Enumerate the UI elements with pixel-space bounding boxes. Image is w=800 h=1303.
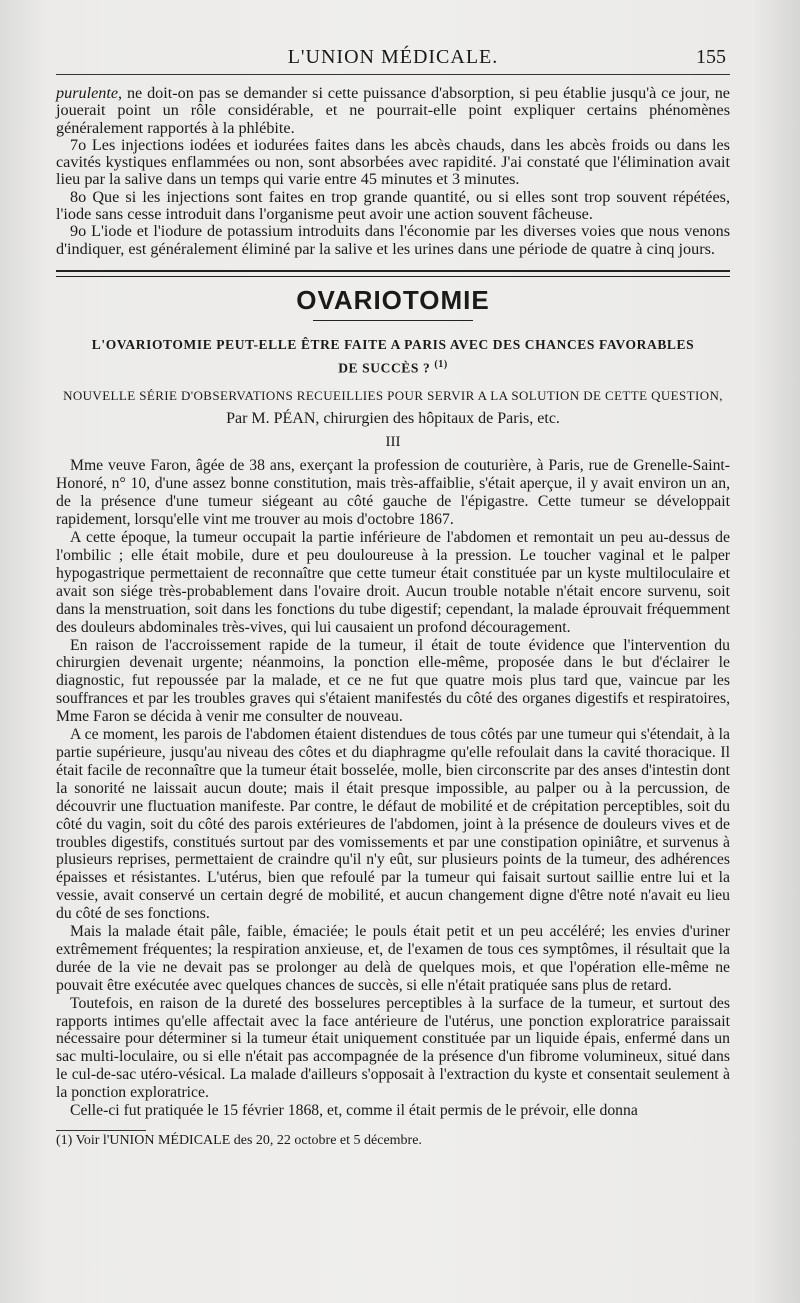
part-number: III [385,434,401,451]
paragraph: Celle-ci fut pratiquée le 15 février 1868, et, comme il était permis de le prévoir, elle donna [70,1102,638,1120]
intro-text [56,85,730,258]
paragraph: A cette époque, la tumeur occupait la partie inférieure de l'abdomen et remontait un peu au-dessus de l'ombilic ; elle était mobile, dure et peu douloureuse à la pression. Le toucher vaginal et le palper hypogastrique permettaient de reconnaître que cette tumeur était constituée par un kyste multiloculaire et avait son siége très-probablement dans l'ovaire droit. Aucun trouble notable n'était encore survenu, soit dans la menstruation, soit dans les fonctions du tube digestif; cependant, la malade éprouvait fréquemment des douleurs abdominales très-vives, qui lui causaient un profond découragement. [56,529,730,636]
section-title: OVARIOTOMIE [296,284,490,315]
footnote-marker[interactable]: (1) [434,358,448,370]
article-title-line [56,355,730,379]
paragraph: Mme veuve Faron, âgée de 38 ans, exerçant la profession de couturière, à Paris, rue de Grenelle-Saint-Honoré, n° 10, d'une assez bonne constitution, mais très-affaiblie, s'était aperçue, il y avait environ un an, de la présence d'une tumeur siégeant au côté gauche de l'épigastre. Cette tumeur se développait rapidement, lorsqu'elle vint me trouver au mois d'octobre 1867. [56,457,730,529]
byline: Par M. PÉAN, chirurgien des hôpitaux de Paris, etc. [226,410,560,428]
title-underline [313,320,473,321]
footnote: (1) Voir l'UNION MÉDICALE des 20, 22 octobre et 5 décembre. [56,1133,422,1148]
paragraph-text: , ne doit-on pas se demander si cette puissance d'absorption, si peu établie jusqu'à ce jour, ne jouerait point un rôle considérable, et ne pourrait-elle point expliquer certains phénomènes généralement rapportés à la phlébite. [56,84,730,137]
running-head [56,44,730,75]
running-title: L'UNION MÉDICALE. [287,46,499,68]
paragraph: 9o L'iode et l'iodure de potassium introduits dans l'économie par les diverses voies que nous venons d'indiquer, est généralement éliminé par la salive et les urines dans une période de quatre à cinq jours. [56,222,730,258]
article-title-line: L'OVARIOTOMIE PEUT-ELLE ÊTRE FAITE A PARIS AVEC DES CHANCES FAVORABLES [91,336,695,352]
paragraph [56,85,730,137]
article-title-end: DE SUCCÈS ? [338,360,431,376]
paragraph: 7o Les injections iodées et iodurées faites dans les abcès chauds, dans les abcès froids ou dans les cavités kystiques enflammées ou non, sont absorbées avec rapidité. J'ai constaté que l'élimination avait lieu par la salive dans un temps qui varie entre 45 minutes et 3 minutes. [56,135,730,189]
italic-word: purulente [56,84,119,102]
case-report [56,457,730,1120]
series-subtitle: NOUVELLE SÉRIE D'OBSERVATIONS RECUEILLIES POUR SERVIR A LA SOLUTION DE CETTE QUESTION, [63,388,723,404]
footnote-divider [56,1130,146,1131]
paragraph: 8o Que si les injections sont faites en trop grande quantité, ou si elles sont trop souvent répétées, l'iode sans cesse introduit dans l'organisme peut avoir une action souvent fâcheuse. [56,187,730,224]
article-title [56,335,730,379]
paragraph: Mais la malade était pâle, faible, émaciée; le pouls était petit et un peu accéléré; les envies d'uriner extrêmement fréquentes; la respiration anxieuse, et, de l'examen de tous ces symptômes, il résultait que la durée de la vie ne devait pas se prolonger au delà de quelques mois, et que l'opération elle-même ne pouvait être exécutée avec quelques chances de succès, si elle n'était pratiquée sans plus de retard. [56,923,730,994]
paragraph: Toutefois, en raison de la dureté des bosselures perceptibles à la surface de la tumeur, et surtout des rapports intimes qu'elle affectait avec la face antérieure de l'utérus, une ponction exploratrice paraissait nécessaire pour déterminer si la tumeur était uniquement constituée par un liquide épais, enfermé dans un sac multi-loculaire, ou si elle n'était pas accompagnée de la présence d'un fibrome volumineux, situé dans le cul-de-sac utéro-vésical. La malade d'ailleurs s'opposait à l'extraction du kyste et consentait seulement à la ponction exploratrice. [56,994,730,1102]
paragraph: En raison de l'accroissement rapide de la tumeur, il était de toute évidence que l'intervention du chirurgien devenait urgente; néanmoins, la ponction elle-même, proposée dans le but d'éclairer le diagnostic, fut repoussée par la malade, et ce ne fut que quatre mois plus tard que, vaincue par les souffrances et par les troubles graves qui s'étaient manifestés du côté des organes digestifs et respiratoires, Mme Faron se décida à venir me consulter de nouveau. [56,636,730,726]
page-number: 155 [696,46,726,68]
paragraph: A ce moment, les parois de l'abdomen étaient distendues de tous côtés par une tumeur qui s'étendait, à la partie supérieure, jusqu'au niveau des côtes et du diaphragme qu'elle refoulait dans la cavité thoracique. Il était facile de reconnaître que la tumeur était bosselée, molle, bien circonscrite par des anses d'intestin dont la sonorité ne laissait aucun doute; mais il était presque impossible, au palper ou à la percussion, de découvrir une fluctuation manifeste. Par contre, le défaut de mobilité et de crépitation perceptibles, soit du côté du vagin, soit du côté des parois extérieures de l'abdomen, joint à la présence de douleurs vives et de troubles digestifs, constitués surtout par des vomissements et par une constipation opiniâtre, et survenus à plusieurs reprises, permettaient de craindre qu'il n'y eût, sur plusieurs points de la tumeur, des adhérences épaisses et résistantes. L'utérus, bien que refoulé par la tumeur qui faisait surtout saillie entre lui et la vessie, avait conservé un certain degré de mobilité, et aucun changement digne d'être noté n'avait eu lieu du côté de ses fonctions. [56,726,730,923]
section-divider [56,270,730,277]
